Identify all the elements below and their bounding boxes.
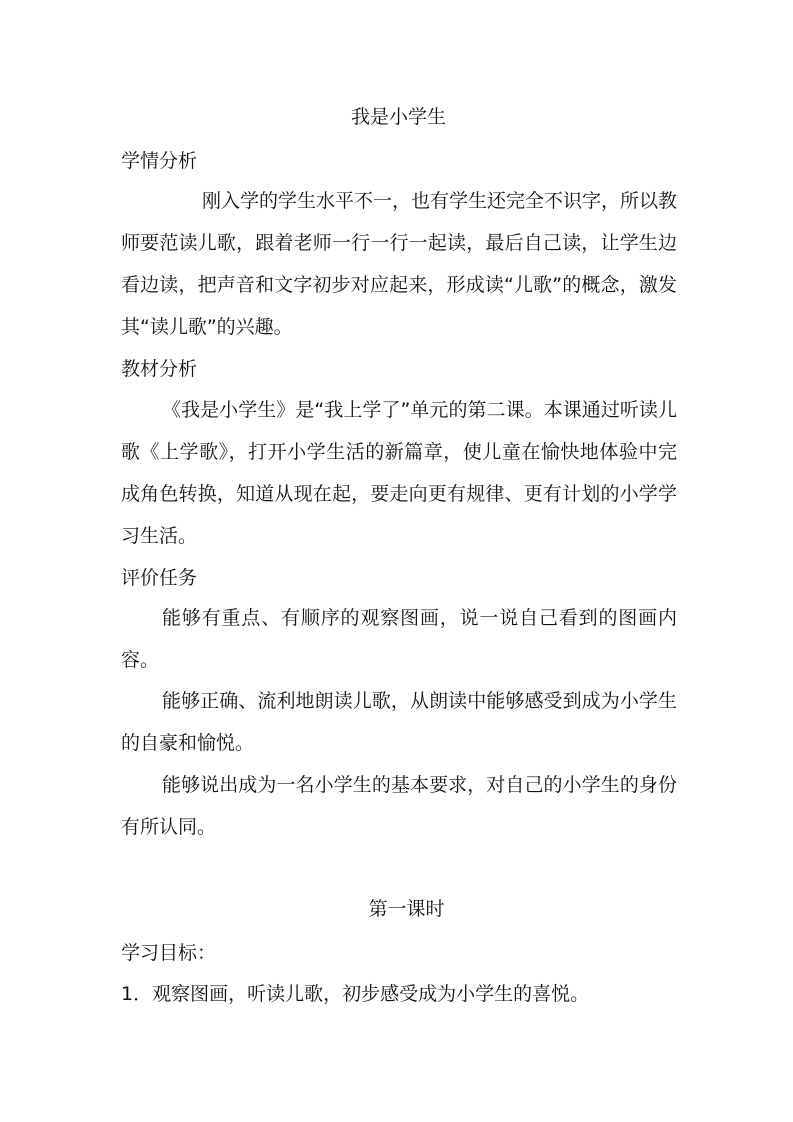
evaluation-task-item: 能够有重点、有顺序的观察图画，说一说自己看到的图画内容。 <box>121 607 677 671</box>
evaluation-tasks-heading: 评价任务 <box>121 567 198 589</box>
material-analysis-heading: 教材分析 <box>121 358 198 380</box>
objectives-heading: 学习目标： <box>121 942 217 964</box>
learning-analysis-heading: 学情分析 <box>121 150 198 172</box>
learning-analysis-paragraph: 刚入学的学生水平不一，也有学生还完全不识字，所以教师要范读儿歌，跟着老师一行一行一起读，最后自己读，让学生边看边读，把声音和文字初步对应起来，形成读“儿歌”的概念，激发其“读儿歌”的兴趣。 <box>121 190 678 338</box>
material-analysis-paragraph: 《我是小学生》是“我上学了”单元的第二课。本课通过听读儿歌《上学歌》，打开小学生活的新篇章，使儿童在愉快地体验中完成角色转换，知道从现在起，要走向更有规律、更有计划的小学学习生活。 <box>121 399 677 547</box>
evaluation-task-item: 能够正确、流利地朗读儿歌，从朗读中能够感受到成为小学生的自豪和愉悦。 <box>121 690 677 754</box>
document-title: 我是小学生 <box>350 106 446 128</box>
objective-item: 1．观察图画，听读儿歌，初步感受成为小学生的喜悦。 <box>121 983 590 1005</box>
lesson-title: 第一课时 <box>368 898 445 920</box>
evaluation-task-item: 能够说出成为一名小学生的基本要求，对自己的小学生的身份有所认同。 <box>121 774 677 838</box>
